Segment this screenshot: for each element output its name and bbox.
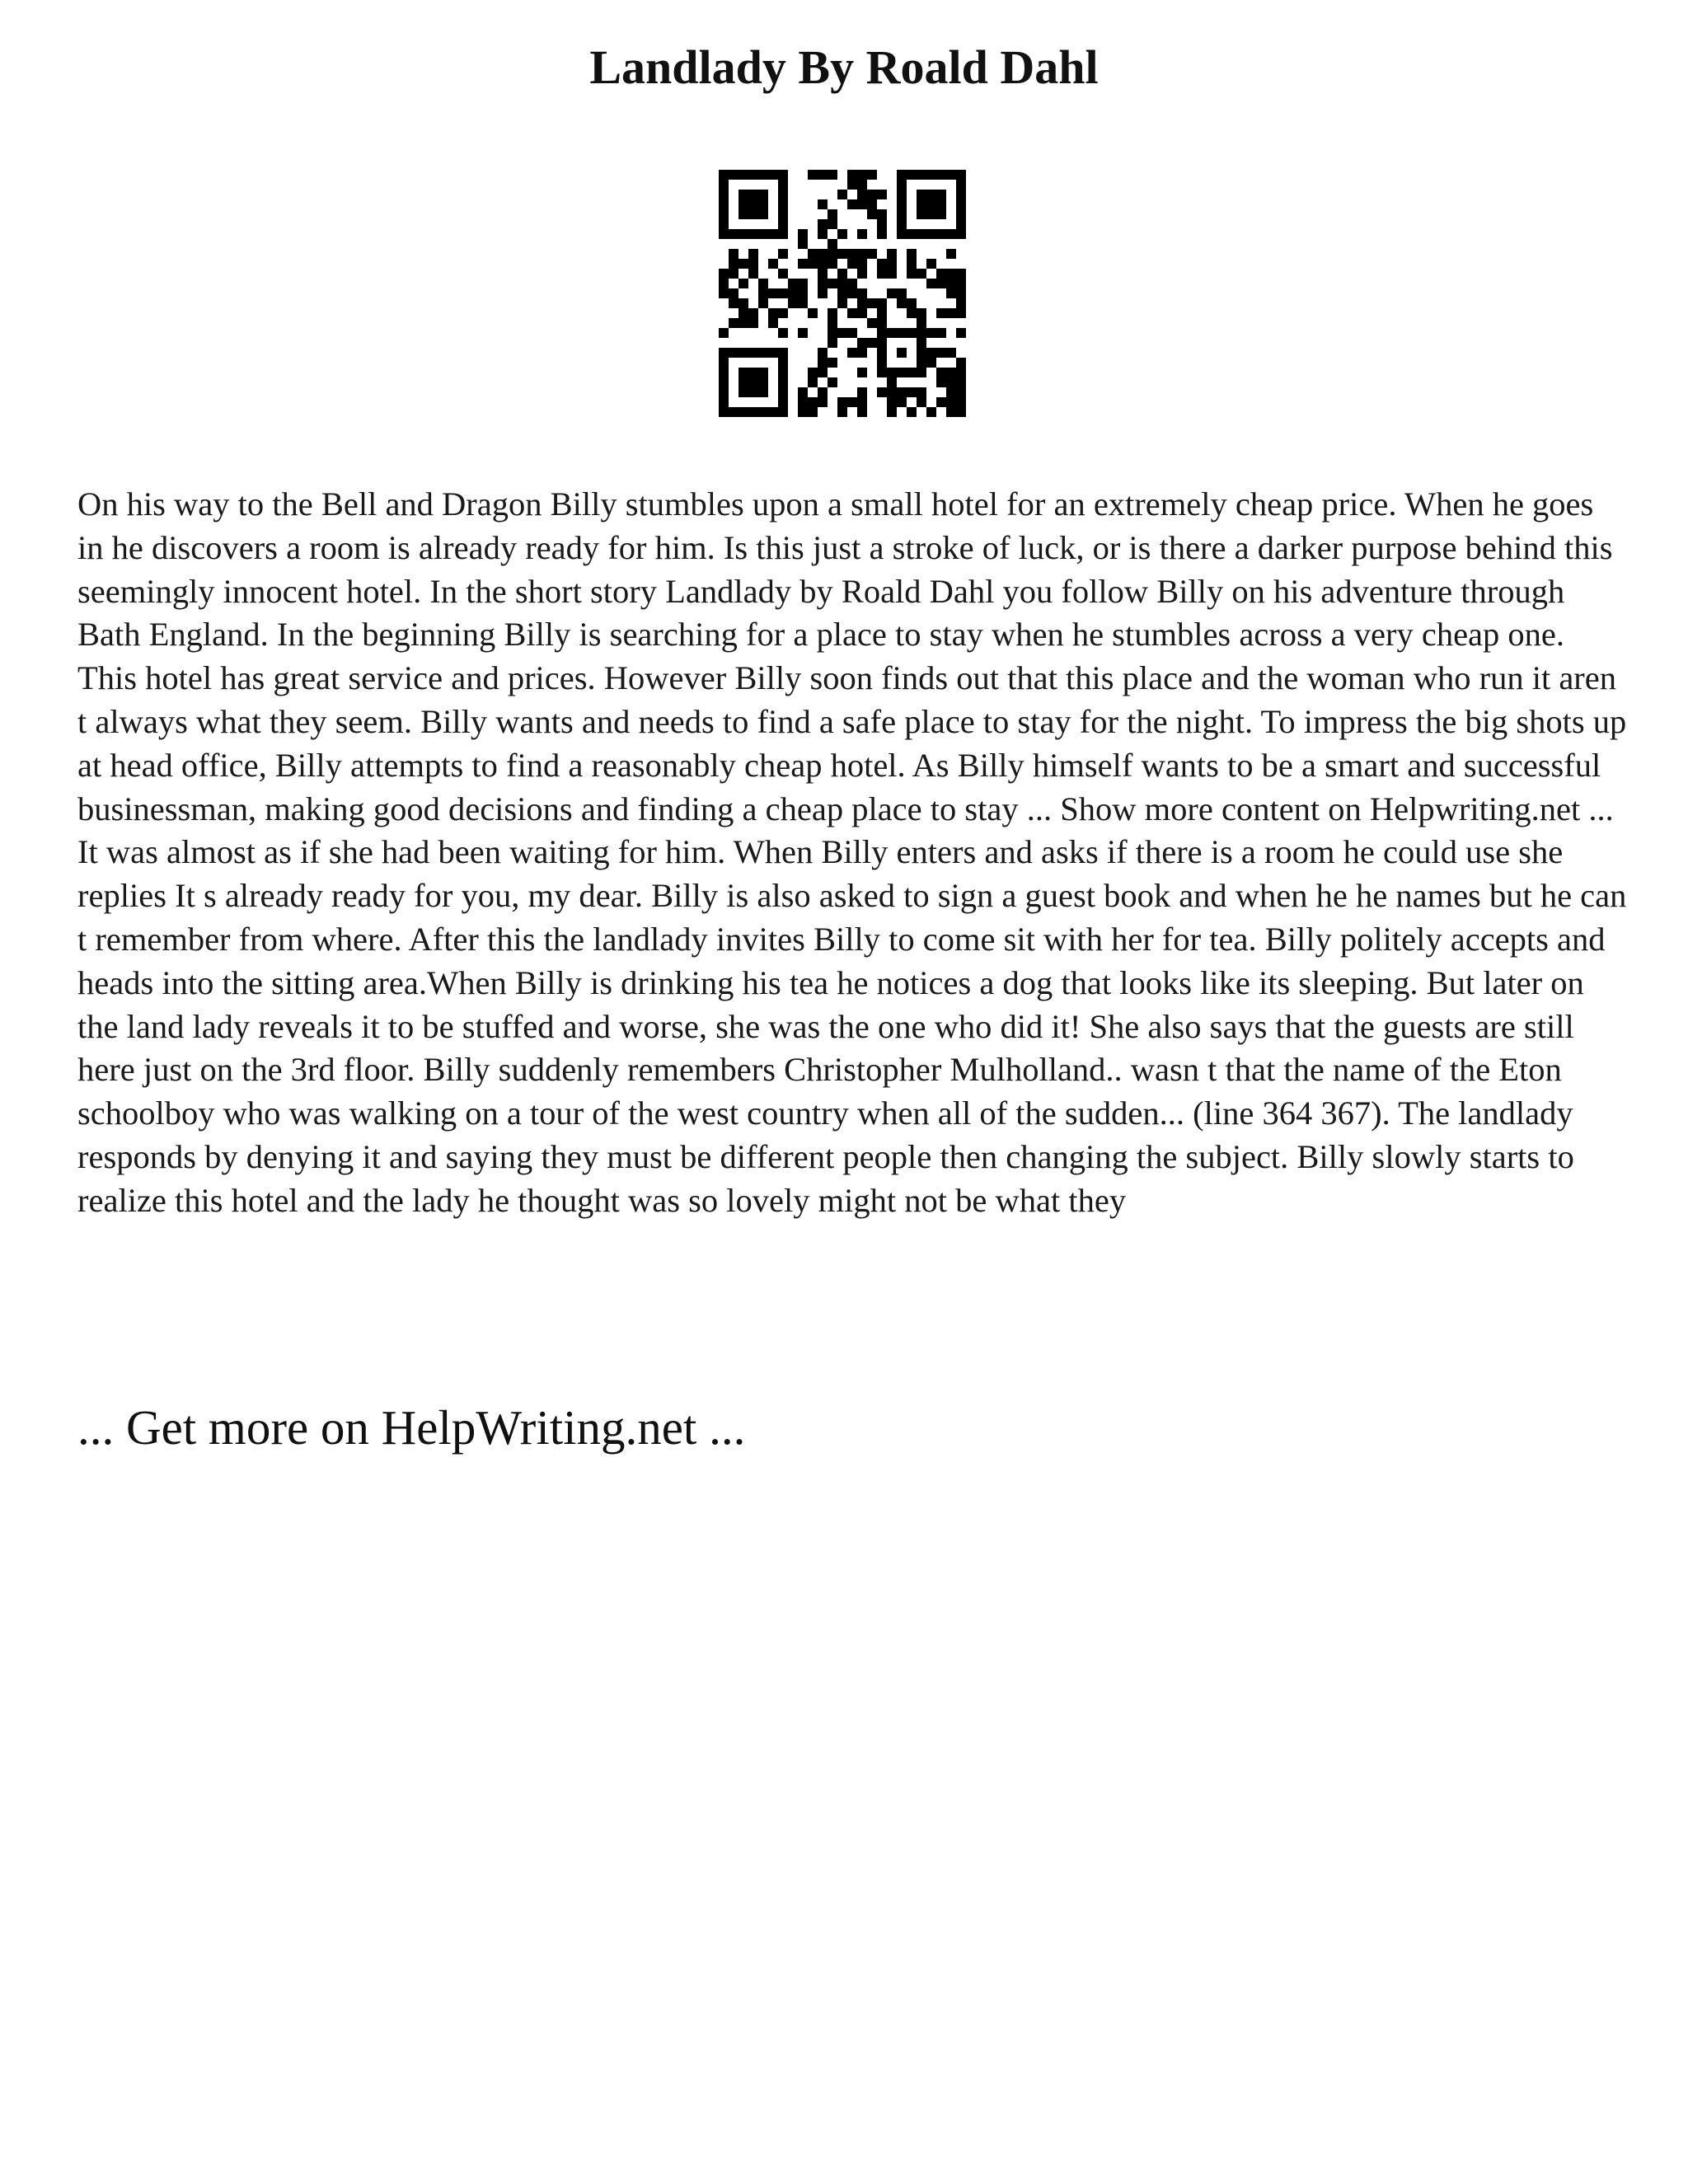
paragraph-1: On his way to the Bell and Dragon Billy stumbles upon a small hotel for an extremely cheap price. When he goes in he discovers a room is already ready for him. Is this just a stroke of luck, or is there a darker purpose behind this seemingly innocent hotel. In the short story Landlady by Roald Dahl you follow Billy on his adventure through Bath England. In the beginning Billy is searching for a place to stay when he stumbles across a very cheap one. This hotel has great service and prices. However Billy soon finds out that this place and the woman who run it aren t always what they seem. Billy wants and needs to find a safe place to stay for the night. To impress the big shots up at head office, Billy attempts to find a reasonably cheap hotel. As Billy himself wants to be a smart and successful businessman, making good decisions and finding a cheap place to stay ... Show more content on Helpwriting.net ... — [77, 485, 1627, 827]
page-title: Landlady By Roald Dahl — [589, 40, 1099, 94]
qr-code-icon — [719, 170, 966, 417]
qr-code-graphic — [719, 170, 966, 417]
get-more-link[interactable]: ... Get more on HelpWriting.net ... — [77, 1400, 746, 1455]
article-body — [77, 483, 1627, 1223]
paragraph-2: It was almost as if she had been waiting for him. When Billy enters and asks if there is a room he could use she replies It s already ready for you, my dear. Billy is also asked to sign a guest book and when he he names but he can t remember from where. After this the landlady invites Billy to come sit with her for tea. Billy politely accepts and heads into the sitting area.When Billy is drinking his tea he notices a dog that looks like its sleeping. But later on the land lady reveals it to be stuffed and worse, she was the one who did it! She also says that the guests are still here just on the 3rd floor. Billy suddenly remembers Christopher Mulholland.. wasn t that the name of the Eton schoolboy who was walking on a tour of the west country when all of the sudden... (line 364 367). The landlady responds by denying it and saying they must be different people then changing the subject. Billy slowly starts to realize this hotel and the lady he thought was so lovely might not be what they — [77, 833, 1627, 1219]
